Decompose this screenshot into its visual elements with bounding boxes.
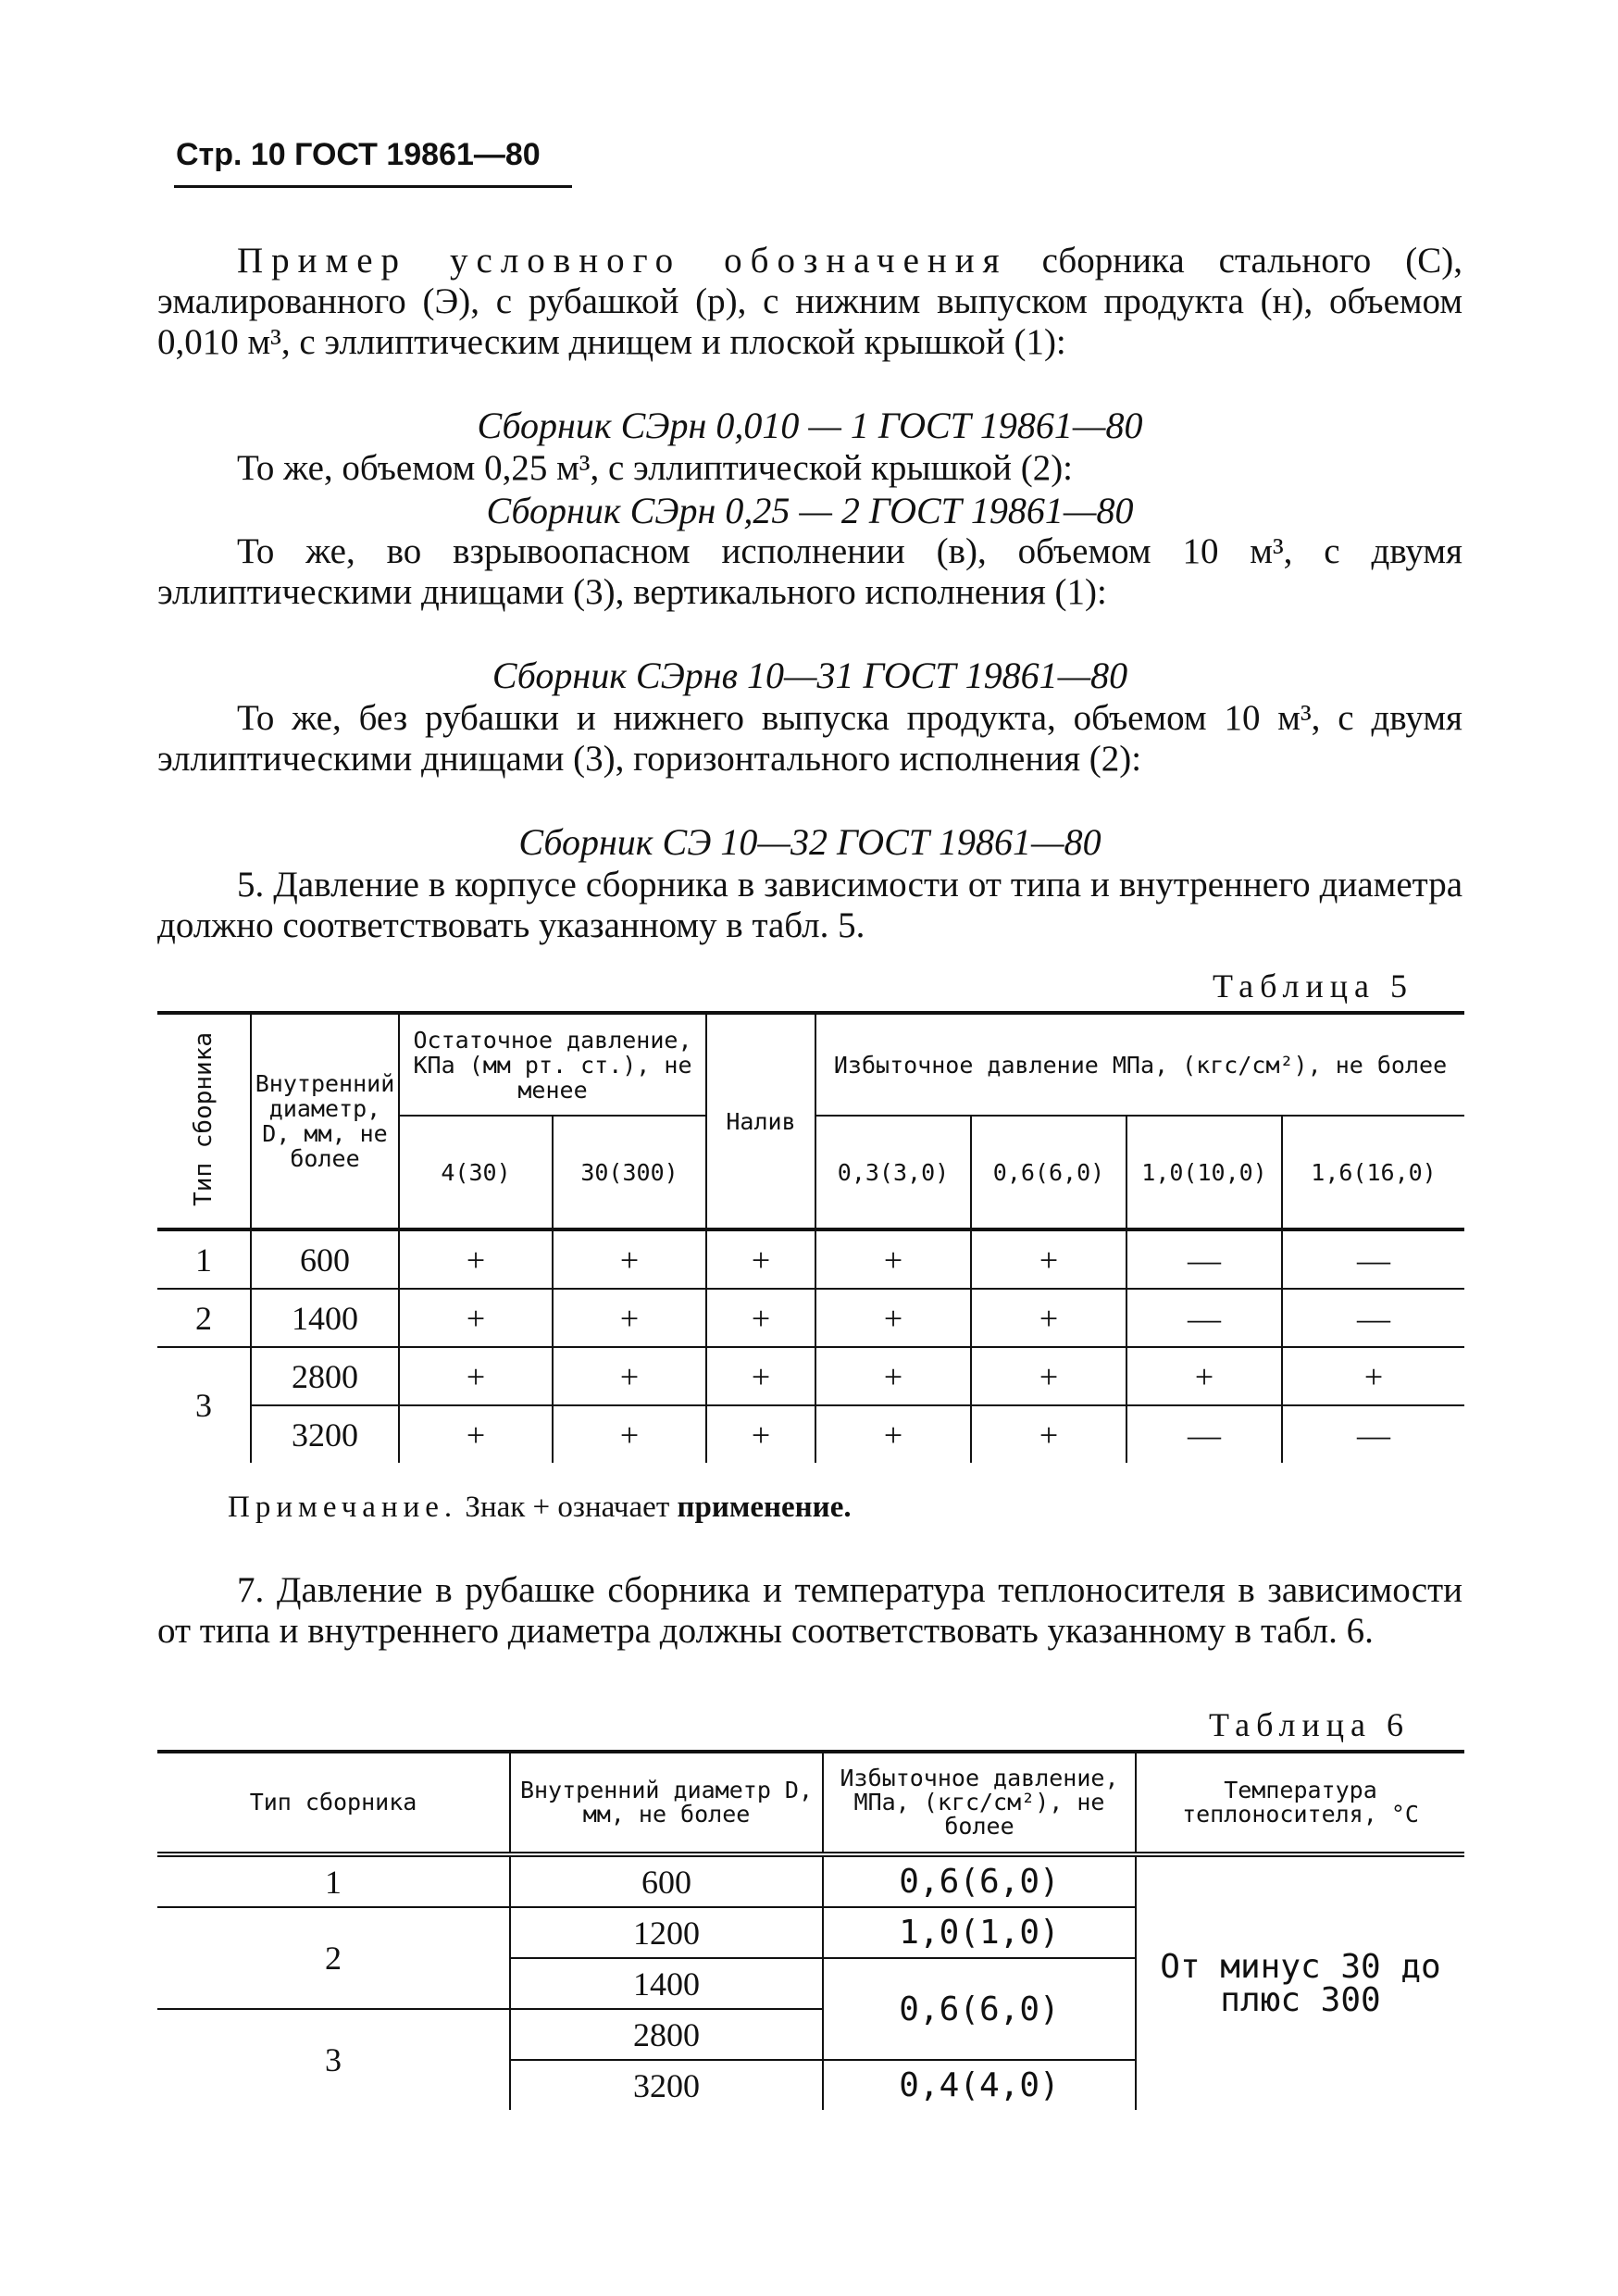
value-cell: + — [971, 1229, 1126, 1289]
value-cell: + — [553, 1405, 706, 1463]
value-cell: + — [815, 1229, 971, 1289]
col-type: Тип сборника — [157, 1013, 251, 1229]
clause-7: 7. Давление в рубашке сборника и температура теплоносителя в зависимости от типа и внутреннего диаметра должны соответствовать указанному в табл. 6. — [157, 1570, 1462, 1651]
value-cell: + — [399, 1289, 553, 1347]
type-cell: 2 — [157, 1907, 510, 2009]
value-cell: + — [399, 1229, 553, 1289]
value-cell: + — [1363, 1357, 1384, 1395]
pressure-cell: 0,4(4,0) — [823, 2060, 1136, 2110]
table-row — [157, 1854, 1464, 1907]
value-cell: + — [706, 1405, 815, 1463]
example-paragraph — [157, 241, 1462, 363]
value-cell: — — [1357, 1299, 1390, 1337]
example-paragraph-3: То же, во взрывоопасном исполнении (в), объемом 10 м³, с двумя эллиптическими днищами (3), вертикального исполнения (1): — [157, 531, 1462, 612]
sub-header: 1,0(10,0) — [1126, 1116, 1282, 1229]
type-cell: 2 — [157, 1289, 251, 1347]
table-row — [157, 1405, 1464, 1463]
value-cell: + — [971, 1347, 1126, 1405]
example-paragraph-4: То же, без рубашки и нижнего выпуска продукта, объемом 10 м³, с двумя эллиптическими днищами (3), горизонтального исполнения (2): — [157, 698, 1462, 779]
example-lead: Пример условного обозначения — [237, 241, 1008, 281]
sub-header: 1,6(16,0) — [1282, 1116, 1464, 1229]
value-cell: + — [706, 1229, 815, 1289]
sub-header: 30(300) — [553, 1116, 706, 1229]
table-row — [157, 1347, 1464, 1405]
value-cell: + — [1126, 1347, 1282, 1405]
diameter-cell: 3200 — [510, 2060, 823, 2110]
value-cell: + — [706, 1347, 815, 1405]
note-label: Примечание. — [228, 1491, 458, 1524]
table5-caption: Таблица 5 — [1213, 967, 1413, 1004]
example-paragraph-2: То же, объемом 0,25 м³, с эллиптической крышкой (2): — [237, 448, 1074, 488]
pressure-cell: 1,0(1,0) — [823, 1907, 1136, 1958]
diameter-cell: 1400 — [510, 1958, 823, 2009]
table-6 — [157, 1750, 1464, 2110]
value-cell: + — [553, 1347, 706, 1405]
diameter-cell: 2800 — [510, 2009, 823, 2060]
designation-4: Сборник СЭ 10—32 ГОСТ 19861—80 — [518, 821, 1101, 863]
value-cell: — — [1126, 1229, 1282, 1289]
diameter-cell: 1400 — [251, 1289, 399, 1347]
table5-note — [228, 1491, 852, 1525]
diameter-cell: 1200 — [510, 1907, 823, 1958]
sub-header: 4(30) — [399, 1116, 553, 1229]
table-5 — [157, 1011, 1464, 1463]
value-cell: + — [815, 1405, 971, 1463]
value-cell: + — [706, 1289, 815, 1347]
sub-header: 0,3(3,0) — [815, 1116, 971, 1229]
value-cell: + — [971, 1405, 1126, 1463]
type-cell: 1 — [157, 1854, 510, 1907]
value-cell: + — [815, 1289, 971, 1347]
clause-5: 5. Давление в корпусе сборника в зависимости от типа и внутреннего диаметра должно соответствовать указанному в табл. 5. — [157, 865, 1462, 945]
diameter-cell: 600 — [251, 1229, 399, 1289]
diameter-cell: 3200 — [251, 1405, 399, 1463]
table-row — [157, 1229, 1464, 1289]
col-diameter: Внутренний диаметр D, мм, не более — [510, 1752, 823, 1854]
col-type: Тип сборника — [157, 1752, 510, 1854]
note-text: Знак + означает — [457, 1491, 678, 1524]
designation-1: Сборник СЭрн 0,010 — 1 ГОСТ 19861—80 — [477, 405, 1143, 446]
value-cell: + — [399, 1405, 553, 1463]
designation-2: Сборник СЭрн 0,25 — 2 ГОСТ 19861—80 — [486, 490, 1134, 531]
type-cell: 1 — [157, 1229, 251, 1289]
col-temperature: Температура теплоносителя, °С — [1182, 1777, 1419, 1828]
value-cell: + — [399, 1347, 553, 1405]
col-diameter: Внутренний диаметр, D, мм, не более — [251, 1013, 399, 1229]
page-header: Стр. 10 ГОСТ 19861—80 — [176, 137, 541, 172]
note-bold: применение. — [677, 1491, 852, 1524]
value-cell: + — [971, 1289, 1126, 1347]
type-cell: 3 — [157, 2009, 510, 2110]
value-cell: + — [815, 1347, 971, 1405]
diameter-cell: 600 — [510, 1854, 823, 1907]
value-cell: — — [1126, 1405, 1282, 1463]
col-naliv: Налив — [706, 1013, 815, 1229]
header-rule — [174, 185, 572, 188]
pressure-cell: 0,6(6,0) — [823, 1958, 1136, 2060]
designation-3: Сборник СЭрнв 10—31 ГОСТ 19861—80 — [492, 655, 1128, 696]
value-cell: + — [553, 1229, 706, 1289]
table-row — [157, 1289, 1464, 1347]
value-cell: — — [1126, 1289, 1282, 1347]
col-excess: Избыточное давление МПа, (кгс/см²), не более — [833, 1051, 1448, 1079]
value-cell: — — [1357, 1416, 1390, 1454]
table6-caption: Таблица 6 — [1209, 1706, 1410, 1743]
example-text: сборника стального (С), эмалированного (Э), с рубашкой (р), с нижним выпуском продукта (н), объемом 0,010 м³, с эллиптическим днищем и плоской крышкой (1): — [157, 241, 1462, 362]
diameter-cell: 2800 — [251, 1347, 399, 1405]
col-residual: Остаточное давление, КПа (мм рт. ст.), не менее — [399, 1013, 706, 1116]
sub-header: 0,6(6,0) — [971, 1116, 1126, 1229]
value-cell: — — [1357, 1241, 1390, 1279]
col-pressure: Избыточное давление, МПа, (кгс/см²), не более — [823, 1752, 1136, 1854]
type-cell: 3 — [157, 1347, 251, 1463]
pressure-cell: 0,6(6,0) — [823, 1854, 1136, 1907]
temperature-cell: От минус 30 до плюс 300 — [1160, 1947, 1441, 2019]
value-cell: + — [553, 1289, 706, 1347]
